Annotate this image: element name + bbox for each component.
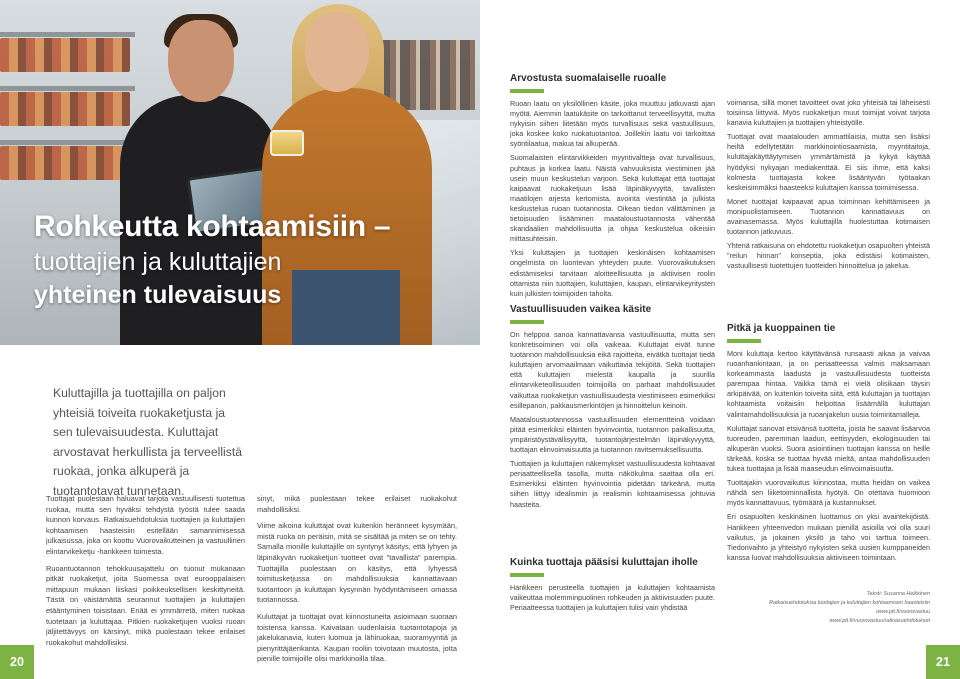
paragraph: On helppoa sanoa kannattavansa vastuullisuutta, mutta sen konkretisoiminen voi olla vaikeaa. Kuluttajat eivät tunne tuotannon mahdollisuuksia eikä rajoitteita, eivätkä tuottajat tiedä kuluttajien arvomaailmaan vaikuttavia tekijöitä. Sekä tuottajien että kuluttajien mielestä kaupalla ja suurilla elintarviketeollisuuden toimijoilla on parhaat mahdollisuudet vaikuttaa ruokaketjun vastuullisuudesta viestimiseen esimerkiksi esillepanon, pakkausmerkintöjen ja hinnoittelun keinoin.	[510, 330, 715, 410]
headline-line-2: tuottajien ja kuluttajien	[34, 248, 282, 276]
left-body-column-2	[257, 494, 457, 671]
paragraph: Eri osapuolten keskinäinen luottamus on yksi avaintekijöistä. Hankkeen yhteenvedon mukaan pienillä asioilla voi olla suuri vaikutus, ja jokainen yksilö ja taho voi tarttua toimeen. Tiedonvaihto ja yhteistyö nykyisten sekä uusien kumppaneiden kanssa luovat mahdollisuuksia aktiiviseen toimintaan.	[727, 512, 930, 562]
right-page	[480, 0, 960, 679]
section-continuation	[727, 98, 930, 276]
paragraph: Suomalaisten elintarvikkeiden myyntivaltteja ovat turvallisuus, puhtaus ja korkea laatu. Näistä vahvuuksista viestiminen jää usein muun keskustelun varjoon. Sekä kuluttajat että tuottajat kaipaavat ruokaketjuun lisää läpinäkyvyyttä, tavallisten maatilojen arjesta kertomista, avointa viestintää ja julkista keskustelua ruoan tuotannosta. Oikean tiedon välittäminen ja tietoisuuden lisääminen maataloustuotannosta vähentää skandaalien mahdollisuutta ja ohjaa keskustelua oikeisiin mittasuhteisiin.	[510, 153, 715, 244]
heading-accent-bar	[510, 89, 544, 93]
credit-link[interactable]: www.ptt.fi/vuorovastuu/ratkaisuehdotukset	[829, 618, 930, 624]
page-number-left: 20	[0, 645, 34, 679]
heading-accent-bar	[510, 573, 544, 577]
section-kuinka	[510, 556, 715, 617]
headline-line-1: Rohkeutta kohtaamisiin –	[34, 210, 391, 243]
product-jar	[270, 130, 304, 156]
section-arvostusta	[510, 72, 715, 303]
article-credits	[727, 590, 930, 626]
paragraph: Tuottajat ovat maatalouden ammattilaisia, mutta sen lisäksi heiltä edellytetään markkinointiosaamista, myyntitaitoja, kuluttajakäyttäytymisen ymmärtämistä ja kykyä käyttää hyödyksi nykyajan mediakenttää. Ei siis ihme, että kaksi kolmesta tuottajasta kokee lisääntyvän työtaakan keskeisimmäksi haasteeksi kuluttajien kanssa toimimisessa.	[727, 132, 930, 192]
paragraph: Kuluttajat sanovat etsivänsä tuotteita, joista he saavat lisäarvoa tuoreuden, paremman laadun, eettisyyden, ekologisuuden tai alkuperän vuoksi. Suora asiointiinen tuottajan kanssa on heille tärkeää, koska se tuottaa hyvää mieltä, antaa mahdollisuuden tukea tuottajaa ja lisää maaseudun elinvoimaisuutta.	[727, 423, 930, 474]
paragraph: Tuottajakin vuorovaikutus kiinnostaa, mutta heidän on vaikea nähdä sen liiketoiminnallista hyötyä. On otettava huomioon myös kannattavuus, työmäärä ja kustannukset.	[727, 478, 930, 508]
headline-line-3: yhteinen tulevaisuus	[34, 281, 282, 309]
credit-link[interactable]: www.ptt.fi/vuorovastuu	[876, 609, 930, 615]
paragraph: Maataloustuotannossa vastuullisuuden elementteinä voidaan pitää esimerkiksi eläinten hyvinvointia, tuotannon paikallisuutta, ympäristöystävällisyyttä, tuotantojärjestelmän läpinäkyvyyttä, tuottajan elinvoimaisuutta ja tuotannon ravitsemuksellisuutta.	[510, 414, 715, 455]
paragraph: Yksi kuluttajien ja tuottajien keskinäisen kohtaamisen ongelmista on luontevan yhteyden puute. Vuorovaikutuksen edistämiseksi tarvitaan aloitteellisuutta ja aktiivisen roolin ottamista niin tuottajien, kuluttajien, kaupan, elintarvikeyritysten kuin julkisten toimijoiden taholta.	[510, 248, 715, 298]
shelf-rail	[0, 140, 135, 145]
paragraph: Kuluttajat ja tuottajat ovat kiinnostuneita asioimaan suoraan toistensa kanssa. Kaivataan uudenlaisia tuotantotapoja ja jakelukanavia, kuten luomua ja lähiruokaa, suoramyyntiä ja pienyrittäjäerikanta. Kaupan rooliin toivotaan muutosta, jotta pienille toimijoille olisi markkinoilla tilaa.	[257, 611, 457, 664]
headline	[34, 208, 474, 312]
produce-shelf	[0, 92, 130, 126]
man-head	[168, 20, 234, 102]
shelf-rail	[0, 86, 135, 91]
section-heading: Kuinka tuottaja pääsisi kuluttajan iholle	[510, 557, 698, 568]
paragraph: Monet tuottajat kaipaavat apua toiminnan kehittämiseen ja monipuolistamiseen. Tuotannon kannattavuus on avainasemassa. Myös kuluttajilla huolestuttaa kotimaisen tuotannon jatkuvuus.	[727, 196, 930, 237]
lead-paragraph: Kuluttajilla ja tuottajilla on paljon yhteisiä toiveita ruokaketjusta ja sen tulevaisuudesta. Kuluttajat arvostavat herkullista ja terveellistä ruokaa, jonka alkuperä ja tuotantotavat tunnetaan.	[53, 386, 242, 498]
paragraph: voimansa, sillä monet tavoitteet ovat joko yhteisiä tai läheisesti toisiinsa liittyviä. Myös ruokaketjun muut toimijat voivat tarjota kanavia kuluttajien ja tuottajien yhteistyölle.	[727, 98, 930, 128]
paragraph: Yhtenä ratkaisuna on ehdotettu ruokaketjun osapuolten yhteistä "reilun hinnan" konseptia, joka edistäisi kotimaisten, vastuullisesti tuotettujen tuotteiden hinnoittelua ja jakelua.	[727, 241, 930, 271]
paragraph: Tuottajien ja kuluttajien näkemykset vastuullisuudesta kohtaavat periaatteellisella tasolla, mutta näkökulma saattaa olla eri. Esimerkiksi eläinten hyvinvointia pidetään tärkeänä, mutta siihen liittyy idealismin ja realismin kohtaamisessa johtuvia haasteita.	[510, 459, 715, 509]
produce-shelf	[0, 146, 130, 180]
page-number-right: 21	[926, 645, 960, 679]
shelf-rail	[0, 32, 135, 37]
paragraph: sinyt, mikä puolestaan tekee erilaiset ruokakohut mahdollisiksi.	[257, 494, 457, 514]
section-vastuullisuus	[510, 303, 715, 514]
left-body-column-1	[46, 494, 245, 654]
paragraph: Ruoan laatu on yksilöllinen käsite, joka muuttuu jatkuvasti ajan myötä. Aiemmin laatukäsite on tarkoittanut terveellisyyttä, mutta nykyisin siihen liitetään myös turvallisuus sekä vastuullisuus, joka koskee koko ruokatuotantoa. Joillekin laatu voi tarkoittaa syöntilaatua, makua tai alkuperää.	[510, 99, 715, 149]
section-pitka-tie	[727, 322, 930, 567]
paragraph: Viime aikoina kuluttajat ovat kuitenkin heränneet kysymään, mistä ruoka on peräisin, mitä se sisältää ja miten se on tehty. Samalla monille kuluttajille on syntynyt käsitys, että lyhyen ja läpinäkyvän ruokaketjun tuotteet ovat "tavallista" parempia. Tuottajilla puolestaan on käsitys, että lyhyessä toimitusketjussa on mahdollisuuksia kannattavaan tuotantoon ja kuluttajan kysynnän hyödyntämiseen omassa tuotannossa.	[257, 521, 457, 605]
heading-accent-bar	[727, 339, 761, 343]
paragraph: Ruoantuotannon tehokkuusajattelu on tuonut mukanaan pitkät ruokaketjut, joita Suomessa ovat eurooppalaisen mittapuun mukaan liiskasi poikkeuksellisen keskittyneitä. Tästä on väistämättä seurannut tuottajien ja kuluttajien etääntyminen toisistaan. Enää ei ymmärretä, miten ruokaa tuotetaan ja kuluttajaa. Pitkien ruokaketjujen vuoksi ruoan jäljitettävyys on kärsinyt, mikä puolestaan tekee erilaiset ruokakohut mahdollisiksi.	[46, 563, 245, 647]
hero-photo	[0, 0, 480, 345]
produce-shelf	[0, 38, 130, 72]
section-heading: Arvostusta suomalaiselle ruoalle	[510, 73, 667, 84]
paragraph: Moni kuluttaja kertoo käyttävänsä runsaasti aikaa ja vaivaa ruoanhankintaan, ja on periaatteessa valmis maksamaan korkeammasta laadusta ja vastuullisuudesta tuotteista parempaa hintaa. Vaikka tämä ei vielä olisikaan täysin arkipäivää, on kuitenkin toiveita siitä, että kuluttajan ja tuottajan kohtaamista voitaisiin helpottaa lisäämällä kuluttajan valintamahdollisuuksia ja ruoanjakelun uusia toimintamalleja.	[727, 349, 930, 419]
section-heading: Pitkä ja kuoppainen tie	[727, 323, 836, 334]
woman-head	[305, 12, 369, 92]
paragraph: Hankkeen perusteella tuottajien ja kuluttajien kohtaamista vaikeuttaa molemminpuolinen rohkeuden ja aktiivisuuden puute. Periaatteessa tuottajien ja kuluttajien tulisi vain yhdistää	[510, 583, 715, 613]
section-heading: Vastuullisuuden vaikea käsite	[510, 304, 652, 315]
paragraph: Tuottajat puolestaan haluavat tarjota vastuullisesti tuotettua ruokaa, mutta sen hyväksi tehdystä työstä tulee saada kunnon korvaus. Ratkaisuehdotuksia tuottajien ja kuluttajien kohtaamisen haasteisiin esitellään samannimisessä julkaisussa, joka on koottu Vuorovaikutteinen ja vastuullinen elintarvikeketju -hankkeen toimesta.	[46, 494, 245, 556]
heading-accent-bar	[510, 320, 544, 324]
credit-publication: Ratkaisuehdotuksia tuottajien ja kuluttajien kohtaamisen haasteisiin	[769, 600, 930, 606]
credit-author: Teksti: Susanna Heikkinen	[866, 591, 930, 597]
